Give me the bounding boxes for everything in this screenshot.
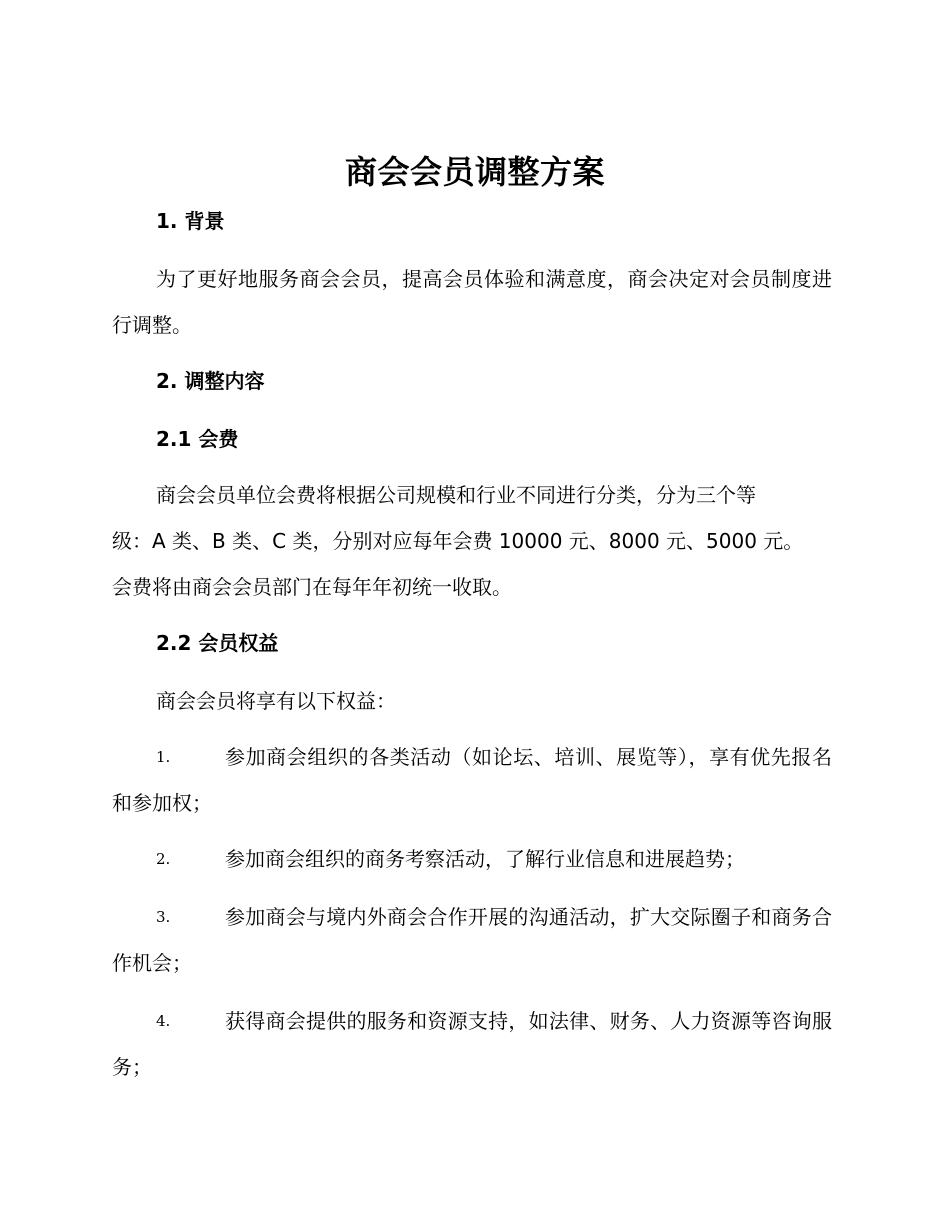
list-number: 3. bbox=[156, 908, 171, 926]
list-item-text: 参加商会组织的商务考察活动，了解行业信息和进展趋势； bbox=[225, 847, 745, 871]
list-number: 4. bbox=[156, 1012, 171, 1030]
background-paragraph: 为了更好地服务商会会员，提高会员体验和满意度，商会决定对会员制度进行调整。 bbox=[112, 267, 832, 337]
document-title: 商会会员调整方案 bbox=[344, 153, 605, 191]
subsection-heading-fees: 2.1 会费 bbox=[156, 427, 239, 451]
list-number: 2. bbox=[156, 850, 171, 868]
fees-paragraph-line-1: 商会会员单位会费将根据公司规模和行业不同进行分类，分为三个等 bbox=[156, 483, 756, 507]
fees-paragraph-line-2: 级：A 类、B 类、C 类，分别对应每年会费 10000 元、8000 元、5000 元。 bbox=[112, 529, 804, 553]
benefit-item-1 bbox=[112, 734, 832, 826]
list-item-text: 获得商会提供的服务和资源支持，如法律、财务、人力资源等咨询服务； bbox=[112, 1009, 832, 1079]
section-heading-adjustments: 2. 调整内容 bbox=[156, 369, 265, 393]
list-item-text: 参加商会组织的各类活动（如论坛、培训、展览等），享有优先报名和参加权； bbox=[112, 745, 832, 815]
benefit-item-4 bbox=[112, 998, 832, 1090]
subsection-heading-benefits: 2.2 会员权益 bbox=[156, 631, 279, 655]
list-item-text: 参加商会与境内外商会合作开展的沟通活动，扩大交际圈子和商务合作机会； bbox=[112, 905, 832, 975]
benefit-item-2 bbox=[112, 836, 832, 882]
benefits-intro: 商会会员将享有以下权益： bbox=[156, 689, 396, 713]
fees-paragraph-line-3: 会费将由商会会员部门在每年年初统一收取。 bbox=[112, 575, 512, 599]
section-heading-background: 1. 背景 bbox=[156, 209, 225, 233]
list-number: 1. bbox=[156, 748, 171, 766]
benefit-item-3 bbox=[112, 894, 832, 986]
